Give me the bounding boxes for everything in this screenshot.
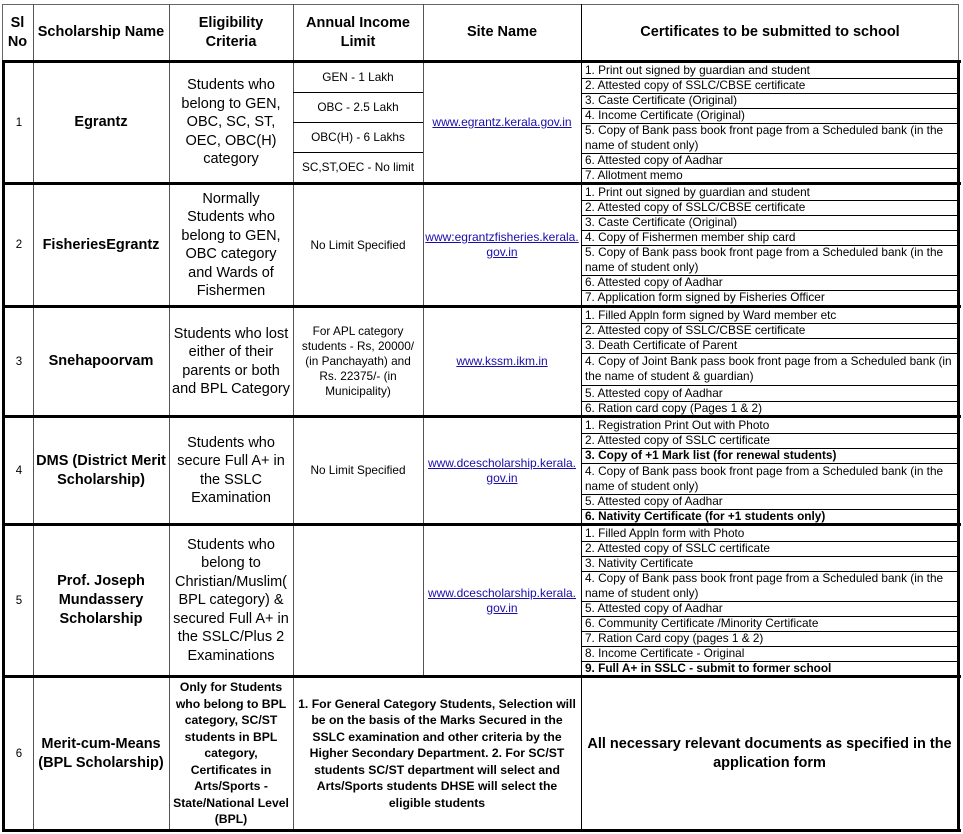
row-1-cert-3: 3. Caste Certificate (Original) (585, 93, 738, 107)
row-3-eligibility: Students who lost either of their parents or both and BPL Category (172, 325, 290, 397)
row-2-site (423, 185, 581, 305)
row-5-cert-5: 5. Attested copy of Aadhar (585, 601, 723, 615)
row-5-cert-8: 8. Income Certificate - Original (585, 646, 745, 660)
row-4-cert-4: 4. Copy of Bank pass book front page from a Scheduled bank (in the name of student only) (585, 464, 944, 493)
row-2-cert-5: 5. Copy of Bank pass book front page from a Scheduled bank (in the name of student only) (585, 245, 944, 274)
row-3-cert-2: 2. Attested copy of SSLC/CBSE certificate (585, 323, 806, 337)
row-6-selection-criteria: 1. For General Category Students, Selection will be on the basis of the Marks Secured in the SSLC examination and other criteria by the Higher Secondary Department. 2. For SC/ST students SC/ST department will select and Arts/Sports students DHSE will select the eligible students (298, 696, 576, 810)
row-4-income: No Limit Specified (310, 463, 406, 477)
row-5-name: Prof. Joseph Mundassery Scholarship (57, 573, 145, 627)
row-2-name: FisheriesEgrantz (42, 236, 160, 253)
row-1-cert-1: 1. Print out signed by guardian and student (585, 63, 810, 77)
row-1-income-obch: OBC(H) - 6 Lakhs (311, 130, 405, 144)
header-certificates: Certificates to be submitted to school (640, 24, 900, 40)
row-4-eligibility: Students who secure Full A+ in the SSLC Examination (177, 434, 285, 506)
row-1-sl: 1 (15, 116, 23, 129)
row-1-cert-6: 6. Attested copy of Aadhar (585, 153, 723, 167)
site-link[interactable]: www.dcescholarship.kerala.gov.in (427, 585, 577, 615)
row-2-cert-2: 2. Attested copy of SSLC/CBSE certificate (585, 200, 806, 214)
row-3-cert-4: 4. Copy of Joint Bank pass book front page from a Scheduled bank (in the name of student & guardian) (585, 354, 952, 383)
site-link[interactable]: www.dcescholarship.kerala.gov.in (427, 455, 577, 485)
row-2-cert-6: 6. Attested copy of Aadhar (585, 275, 723, 289)
site-link[interactable]: www.egrantz.kerala.gov.in (432, 115, 572, 129)
row-5-site (423, 526, 581, 675)
row-5-eligibility: Students who belong to Christian/Muslim( BPL category) & secured Full A+ in the SSLC/Plus 2 Examinations (173, 536, 289, 664)
row-5-cert-1: 1. Filled Appln form with Photo (585, 526, 745, 540)
row-separator (2, 829, 961, 832)
row-1-cert-4: 4. Income Certificate (Original) (585, 108, 745, 122)
row-6-eligibility: Only for Students who belong to BPL category, SC/ST students in BPL category, Certificates in Arts/Sports - State/National Level (BPL) (173, 680, 289, 827)
row-2-cert-3: 3. Caste Certificate (Original) (585, 215, 738, 229)
row-3-name: Snehapoorvam (48, 353, 154, 369)
row-4-name: DMS (District Merit Scholarship) (36, 452, 166, 488)
row-2-cert-1: 1. Print out signed by guardian and student (585, 185, 810, 199)
right-border (957, 60, 960, 832)
header-site: Site Name (466, 24, 538, 40)
row-4-sl: 4 (15, 464, 23, 477)
row-1-cert-7: 7. Allotment memo (585, 168, 683, 182)
row-4-cert-5: 5. Attested copy of Aadhar (585, 494, 723, 508)
row-5-sl: 5 (15, 594, 23, 607)
row-4-cert-3: 3. Copy of +1 Mark list (for renewal students) (585, 448, 837, 462)
row-1-cert-2: 2. Attested copy of SSLC/CBSE certificate (585, 78, 806, 92)
row-5-cert-4: 4. Copy of Bank pass book front page from a Scheduled bank (in the name of student only) (585, 571, 944, 600)
row-1-name: Egrantz (74, 114, 128, 130)
row-1-income-sc-st-oec: SC,ST,OEC - No limit (301, 160, 415, 174)
row-4-cert-1: 1. Registration Print Out with Photo (585, 418, 770, 432)
site-link[interactable]: www.kssm.ikm.in (456, 354, 548, 368)
row-4-site (423, 418, 581, 523)
row-5-cert-6: 6. Community Certificate /Minority Certificate (585, 616, 819, 630)
row-3-sl: 3 (15, 355, 23, 368)
row-4-cert-2: 2. Attested copy of SSLC certificate (585, 433, 770, 447)
row-2-cert-4: 4. Copy of Fishermen member ship card (585, 230, 796, 244)
row-3-site (423, 308, 581, 415)
row-3-cert-3: 3. Death Certificate of Parent (585, 338, 738, 352)
row-1-income-gen: GEN - 1 Lakh (322, 70, 394, 84)
header-sl-no: Sl No (7, 14, 28, 50)
row-2-sl: 2 (15, 239, 23, 251)
row-5-income (293, 526, 423, 675)
row-2-eligibility: Normally Students who belong to GEN, OBC category and Wards of Fishermen (181, 190, 281, 299)
row-5-cert-3: 3. Nativity Certificate (585, 556, 694, 570)
row-1-site (423, 63, 581, 182)
row-2-cert-7: 7. Application form signed by Fisheries Officer (585, 290, 825, 304)
row-5-cert-2: 2. Attested copy of SSLC certificate (585, 541, 770, 555)
row-1-income-obc: OBC - 2.5 Lakh (317, 100, 399, 114)
row-4-cert-6: 6. Nativity Certificate (for +1 students only) (585, 509, 826, 523)
row-1-cert-5: 5. Copy of Bank pass book front page from a Scheduled bank (in the name of student only) (585, 123, 944, 152)
row-3-cert-1: 1. Filled Appln form signed by Ward member etc (585, 308, 837, 322)
row-3-cert-6: 6. Ration card copy (Pages 1 & 2) (585, 401, 763, 415)
header-eligibility: Eligibility Criteria (198, 14, 264, 50)
row-6-sl: 6 (15, 747, 23, 760)
row-6-name: Merit-cum-Means (BPL Scholarship) (38, 735, 164, 771)
row-6-certificates: All necessary relevant documents as specified in the application form (587, 735, 952, 771)
row-5-cert-9: 9. Full A+ in SSLC - submit to former school (585, 661, 832, 675)
header-income: Annual Income Limit (306, 14, 410, 50)
row-2-income: No Limit Specified (310, 237, 406, 252)
header-scholarship-name: Scholarship Name (37, 24, 165, 40)
row-5-cert-7: 7. Ration Card copy (pages 1 & 2) (585, 631, 764, 645)
row-3-cert-5: 5. Attested copy of Aadhar (585, 386, 723, 400)
site-link[interactable]: www:egrantzfisheries.kerala.gov.in (425, 230, 579, 259)
row-3-income: For APL category students - Rs, 20000/ (in Panchayath) and Rs. 22375/- (in Municipality) (301, 324, 415, 398)
row-1-eligibility: Students who belong to GEN, OBC, SC, ST, OEC, OBC(H) category (181, 77, 281, 168)
